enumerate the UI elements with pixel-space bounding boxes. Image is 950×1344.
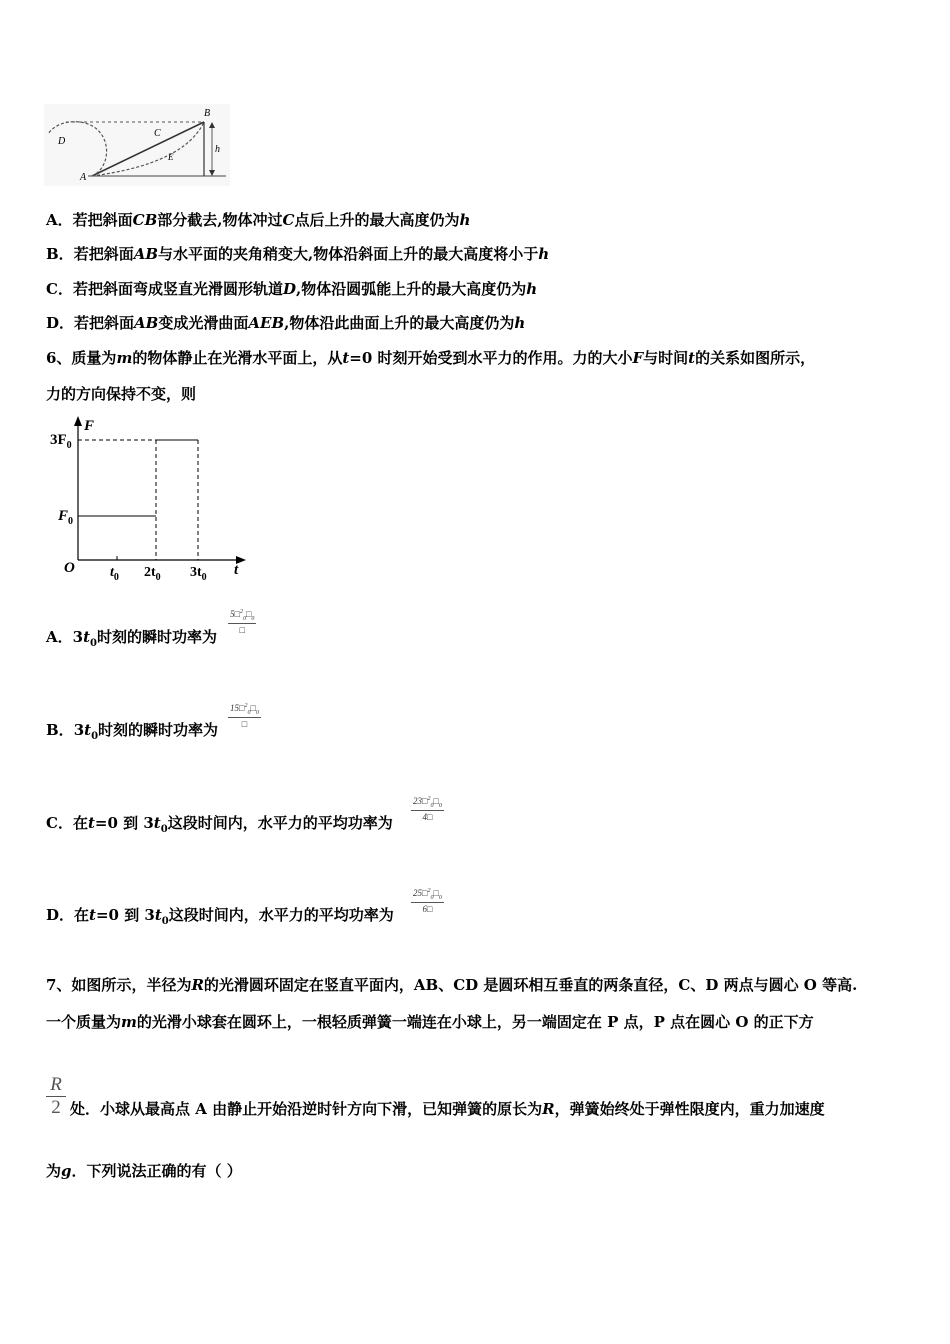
- q6-stem-line1: 6、质量为m的物体静止在光滑水平面上，从t=0 时刻开始受到水平力的作用。力的大小F与时间t的关系如图所示，: [46, 349, 816, 367]
- label-h: h: [215, 144, 220, 155]
- x-tick-t0: $t_0$: [110, 565, 119, 583]
- origin-label: O: [64, 560, 75, 576]
- q7-line3: 处．小球从最高点 A 由静止开始沿逆时针方向下滑，已知弹簧的原长为R，弹簧始终处于弹性限度内，重力加速度: [70, 1100, 825, 1118]
- incline-figure: [44, 104, 230, 186]
- force-time-graph: [44, 414, 254, 584]
- q7-line4: 为g．下列说法正确的有（ ）: [46, 1162, 242, 1180]
- label-b: B: [204, 108, 211, 119]
- label-e: E: [168, 152, 174, 162]
- q6-option-a-fraction: $5□^2_0□_0$ □: [230, 609, 255, 635]
- x-tick-2t0: $2t_0$: [144, 565, 161, 583]
- q7-line1: 7、如图所示，半径为R的光滑圆环固定在竖直平面内，AB、CD 是圆环相互垂直的两条直径，C、D 两点与圆心 O 等高.: [46, 976, 858, 994]
- q6-option-b: B．$3t_0$时刻的瞬时功率为: [46, 721, 219, 742]
- q6-option-d-fraction: $\frac{25□^2_0□_0}{6□}$: [413, 888, 442, 914]
- q6-option-a: A．$3t_0$时刻的瞬时功率为: [46, 628, 217, 649]
- q6-option-b-fraction: $15□^2_0□_0$ □: [230, 703, 259, 729]
- x-tick-3t0: $3t_0$: [190, 565, 207, 583]
- x-label: t: [234, 562, 239, 578]
- q7-fraction-r-over-2: $\frac{R}{2}$: [46, 1074, 66, 1119]
- label-d: D: [58, 136, 66, 147]
- q5-option-d: D．若把斜面AB变成光滑曲面AEB,物体沿此曲面上升的最大高度仍为h: [46, 314, 526, 332]
- y-tick-f0: $F_0$: [58, 508, 74, 527]
- q5-option-b: B．若把斜面AB与水平面的夹角稍变大,物体沿斜面上升的最大高度将小于h: [46, 245, 550, 263]
- q6-option-d: D．在t=0 到 $3t_0$这段时间内，水平力的平均功率为: [46, 906, 394, 927]
- q6-option-c: C．在t=0 到 $3t_0$这段时间内，水平力的平均功率为: [46, 814, 393, 835]
- q5-option-c: C．若把斜面弯成竖直光滑圆形轨道D,物体沿圆弧能上升的最大高度仍为h: [46, 280, 538, 298]
- label-c: C: [154, 128, 161, 139]
- q7-line2: 一个质量为m的光滑小球套在圆环上，一根轻质弹簧一端连在小球上，另一端固定在 P 点，P 点在圆心 O 的正下方: [46, 1013, 814, 1031]
- y-label: F: [84, 418, 95, 434]
- q5-option-a: A．若把斜面CB部分截去,物体冲过C点后上升的最大高度仍为h: [46, 211, 471, 229]
- q6-option-c-fraction: $\frac{23□^2_0□_0}{4□}$: [413, 796, 442, 822]
- q6-stem-line2: 力的方向保持不变，则: [46, 385, 197, 403]
- y-tick-3f0: $3F_0$: [50, 432, 72, 451]
- label-a: A: [80, 172, 87, 183]
